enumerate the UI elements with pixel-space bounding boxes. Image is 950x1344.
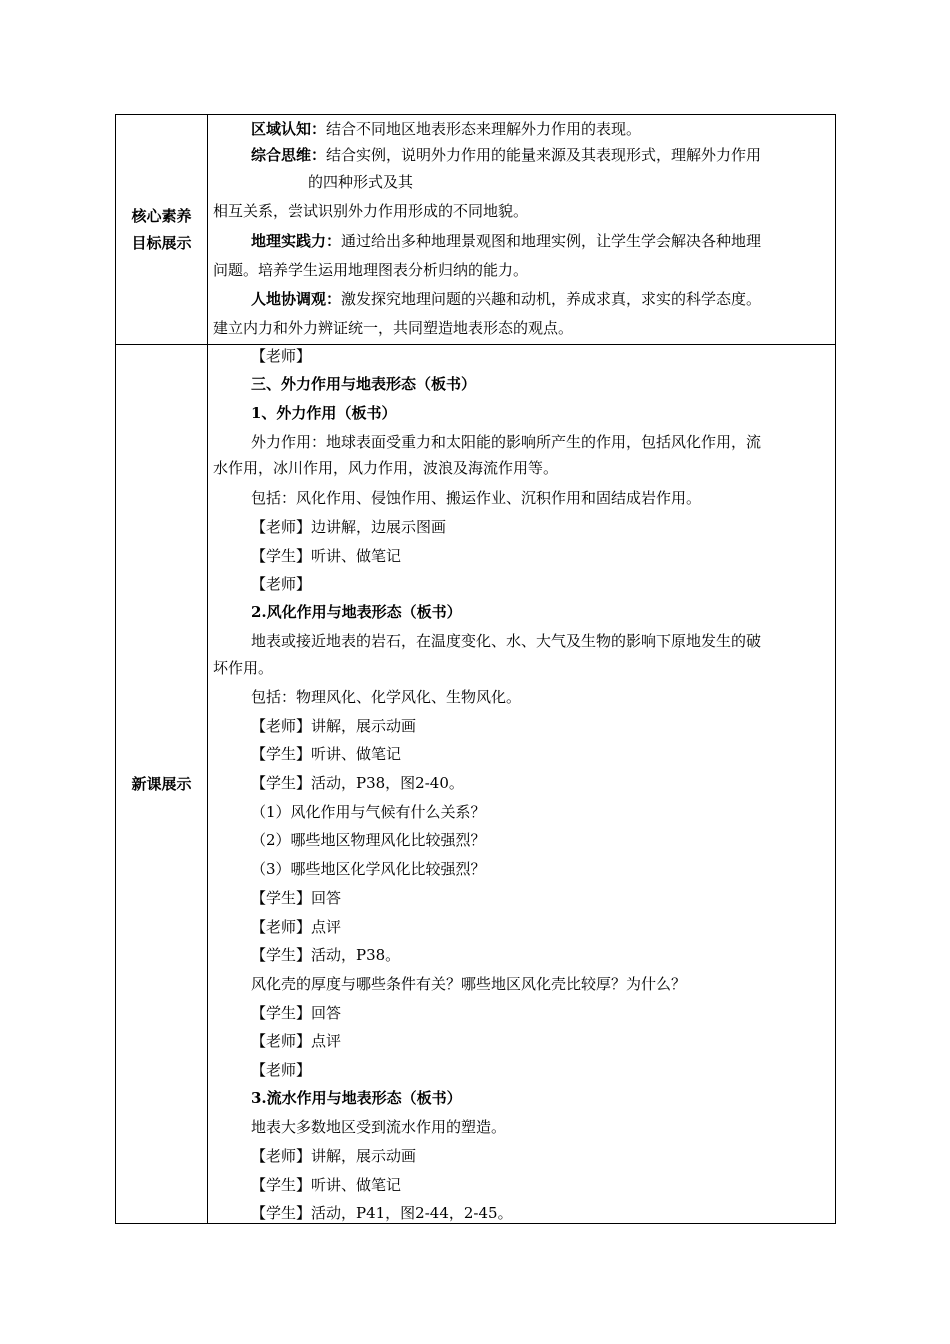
lesson-line: 包括：物理风化、化学风化、生物风化。	[251, 688, 522, 706]
lesson-line: 【老师】讲解，展示动画	[251, 1147, 417, 1165]
lesson-line: 【学生】活动，P38。	[251, 946, 401, 964]
lesson-line: 水作用，冰川作用，风力作用，波浪及海流作用等。	[213, 459, 559, 477]
lesson-heading: 1、外力作用（板书）	[251, 404, 397, 422]
comprehensive-thinking-cont2: 相互关系，尝试识别外力作用形成的不同地貌。	[213, 202, 529, 220]
lesson-heading: 3.流水作用与地表形态（板书）	[251, 1089, 462, 1107]
regional-cognition-heading: 区域认知：	[251, 120, 327, 138]
geo-practice-line	[251, 231, 761, 251]
comprehensive-thinking-heading: 综合思维：	[251, 146, 327, 164]
comprehensive-thinking-text: 结合实例，说明外力作用的能量来源及其表现形式，理解外力作用	[326, 146, 762, 164]
lesson-line: 【学生】活动，P41，图2-44，2-45。	[251, 1204, 513, 1222]
geo-practice-text: 通过给出多种地理景观图和地理实例，让学生学会解决各种地理	[341, 232, 762, 250]
new-lesson-content	[208, 345, 835, 1223]
lesson-line: 外力作用：地球表面受重力和太阳能的影响所产生的作用，包括风化作用，流	[251, 433, 762, 451]
core-literacy-label-line1: 核心素养	[131, 206, 192, 225]
lesson-line: 【老师】点评	[251, 1032, 342, 1050]
lesson-line: 【老师】	[251, 575, 312, 593]
lesson-line: 【学生】听讲、做笔记	[251, 547, 402, 565]
lesson-line: （3）哪些地区化学风化比较强烈？	[251, 860, 486, 878]
lesson-plan-table	[115, 114, 836, 1224]
lesson-line: 地表大多数地区受到流水作用的塑造。	[251, 1118, 507, 1136]
core-literacy-label	[116, 115, 208, 344]
lesson-line: 地表或接近地表的岩石，在温度变化、水、大气及生物的影响下原地发生的破	[251, 632, 762, 650]
lesson-line: 坏作用。	[213, 659, 274, 677]
lesson-line: 【学生】活动，P38，图2-40。	[251, 774, 464, 792]
core-literacy-content	[208, 115, 835, 344]
comprehensive-thinking-cont1: 的四种形式及其	[308, 173, 414, 191]
core-literacy-label-line2: 目标展示	[131, 233, 192, 252]
comprehensive-thinking-line	[251, 145, 761, 165]
lesson-line: 【学生】听讲、做笔记	[251, 1176, 402, 1194]
regional-cognition-text: 结合不同地区地表形态来理解外力作用的表现。	[326, 120, 642, 138]
lesson-line: 【学生】回答	[251, 1004, 342, 1022]
human-land-line	[251, 289, 761, 309]
lesson-line: 【老师】讲解，展示动画	[251, 717, 417, 735]
regional-cognition-line	[251, 119, 641, 139]
new-lesson-label: 新课展示	[116, 345, 208, 1223]
new-lesson-row	[116, 345, 835, 1223]
human-land-text: 激发探究地理问题的兴趣和动机，养成求真，求实的科学态度。	[341, 290, 762, 308]
lesson-line: 包括：风化作用、侵蚀作用、搬运作业、沉积作用和固结成岩作用。	[251, 489, 702, 507]
human-land-cont: 建立内力和外力辨证统一，共同塑造地表形态的观点。	[213, 319, 574, 337]
lesson-line: （2）哪些地区物理风化比较强烈？	[251, 831, 486, 849]
lesson-line: 【学生】回答	[251, 889, 342, 907]
lesson-line: （1）风化作用与气候有什么关系？	[251, 803, 486, 821]
lesson-line: 风化壳的厚度与哪些条件有关？哪些地区风化壳比较厚？为什么？	[251, 975, 687, 993]
lesson-heading: 三、外力作用与地表形态（板书）	[251, 375, 477, 393]
lesson-line: 【老师】点评	[251, 918, 342, 936]
lesson-heading: 2.风化作用与地表形态（板书）	[251, 603, 462, 621]
lesson-line: 【学生】听讲、做笔记	[251, 745, 402, 763]
lesson-line: 【老师】	[251, 347, 312, 365]
lesson-line: 【老师】	[251, 1061, 312, 1079]
human-land-heading: 人地协调观：	[251, 290, 342, 308]
geo-practice-heading: 地理实践力：	[251, 232, 342, 250]
geo-practice-cont: 问题。培养学生运用地理图表分析归纳的能力。	[213, 261, 529, 279]
lesson-line: 【老师】边讲解，边展示图画	[251, 518, 447, 536]
core-literacy-row	[116, 115, 835, 345]
